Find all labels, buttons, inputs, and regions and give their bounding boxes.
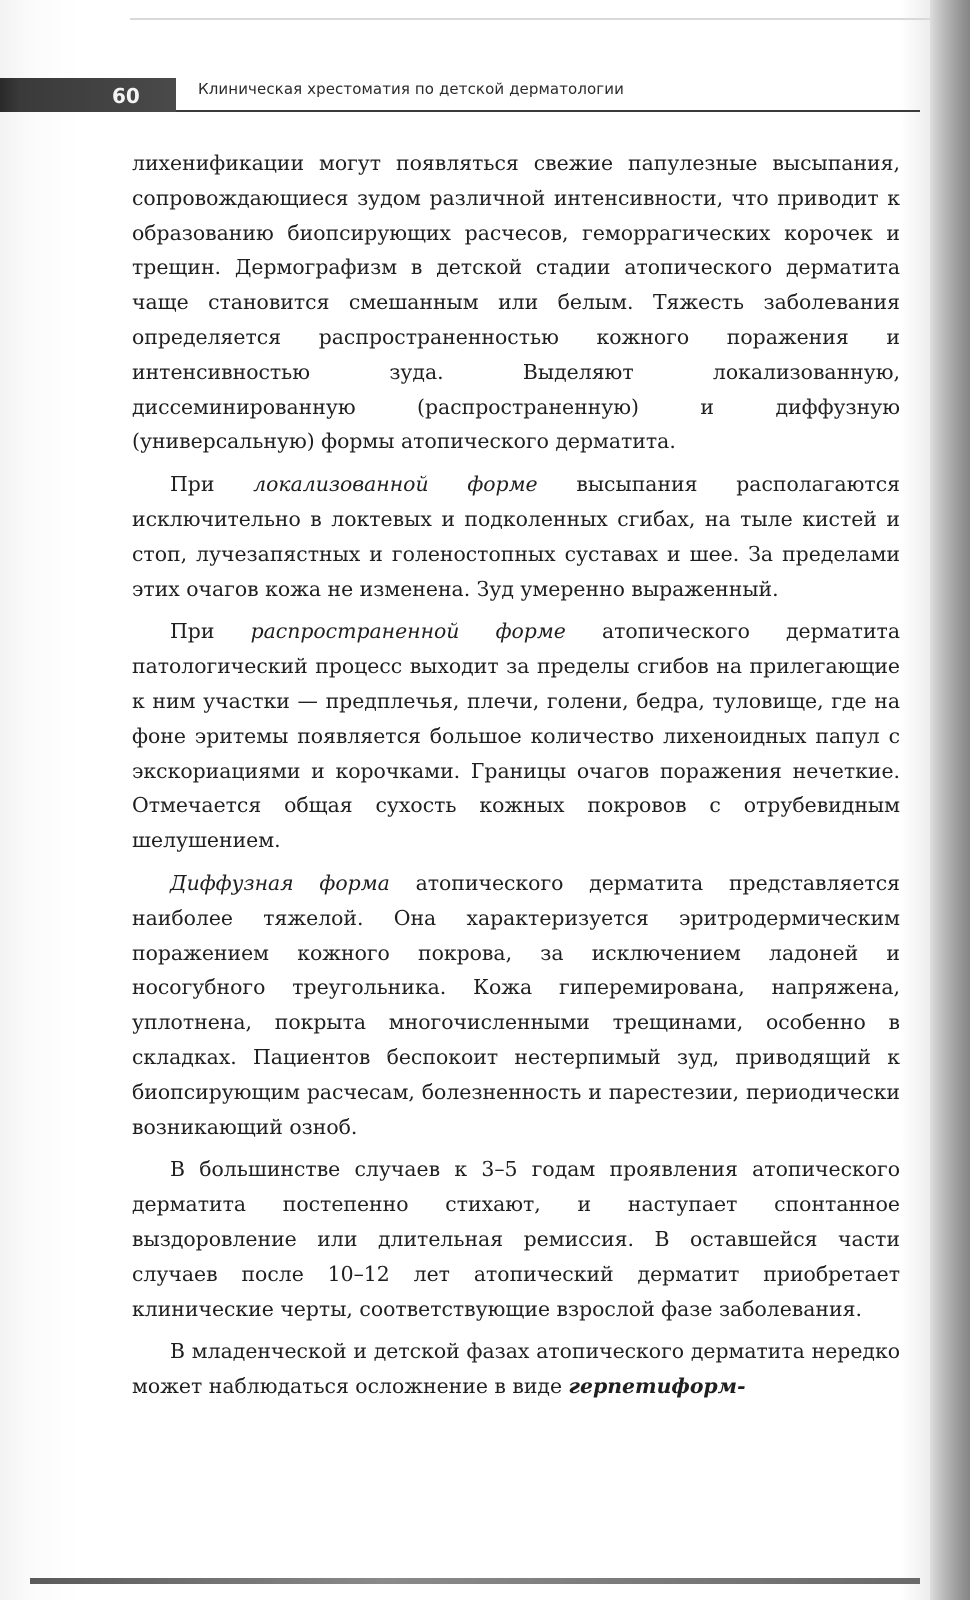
body-text	[132, 146, 900, 1404]
term-herpetiform: герпетиформ-	[568, 1374, 746, 1399]
paragraph-2-text: высыпания располагаются исключительно в локтевых и подколенных сгибах, на тыле кистей и стоп, лучезапястных и голеностопных суставах и шее. За пределами этих очагов кожа не изменена. Зуд умеренно выраженный.	[132, 472, 900, 601]
paragraph-4-text: атопического дерматита представляется наиболее тяжелой. Она характеризуется эритродермическим поражением кожного покрова, за исключением ладоней и носогубного треугольника. Кожа гиперемирована, напряжена, уплотнена, покрыта многочисленными трещинами, особенно в складках. Пациентов беспокоит нестерпимый зуд, приводящий к биопсирующим расчесам, болезненность и парестезии, периодически возникающий озноб.	[132, 870, 900, 1139]
page-top-edge	[130, 18, 930, 20]
term-diffuse-form: Диффузная форма	[170, 870, 390, 895]
paragraph-6	[132, 1334, 900, 1404]
page-bottom-edge	[30, 1578, 920, 1584]
paragraph-5-text: В большинстве случаев к 3–5 годам проявления атопического дерматита постепенно стихают, и наступает спонтанное выздоровление или длительная ремиссия. В оставшейся части случаев после 10–12 лет атопический дерматит приобретает клинические черты, соответствующие взрослой фазе заболевания.	[132, 1157, 900, 1321]
paragraph-3-lead: При	[170, 619, 251, 644]
page-number: 60	[112, 84, 140, 108]
spine-shadow	[930, 0, 970, 1600]
page-number-tab	[0, 78, 176, 112]
term-widespread-form: распространенной форме	[250, 619, 566, 644]
paragraph-2	[132, 467, 900, 606]
paragraph-5	[132, 1152, 900, 1326]
paragraph-2-lead: При	[170, 472, 254, 497]
paragraph-1	[132, 146, 900, 459]
page-header	[0, 74, 920, 114]
running-title: Клиническая хрестоматия по детской дерматологии	[198, 80, 624, 98]
paragraph-4	[132, 866, 900, 1144]
header-rule	[176, 110, 920, 112]
paragraph-6-text: В младенческой и детской фазах атопического дерматита нередко может наблюдаться осложнение в виде	[132, 1339, 900, 1399]
term-localized-form: локализованной форме	[253, 472, 538, 497]
paragraph-3-text: атопического дерматита патологический процесс выходит за пределы сгибов на прилегающие к ним участки — предплечья, плечи, голени, бедра, туловище, где на фоне эритемы появляется большое количество лихеноидных папул с экскориациями и корочками. Границы очагов поражения нечеткие. Отмечается общая сухость кожных покровов с отрубевидным шелушением.	[132, 619, 900, 853]
paragraph-3	[132, 614, 900, 858]
paragraph-1-text: лихенификации могут появляться свежие папулезные высыпания, сопровождающиеся зудом различной интенсивности, что приводит к образованию биопсирующих расчесов, геморрагических корочек и трещин. Дермографизм в детской стадии атопического дерматита чаще становится смешанным или белым. Тяжесть заболевания определяется распространенностью кожного поражения и интенсивностью зуда. Выделяют локализованную, диссеминированную (распространенную) и диффузную (универсальную) формы атопического дерматита.	[132, 151, 900, 454]
